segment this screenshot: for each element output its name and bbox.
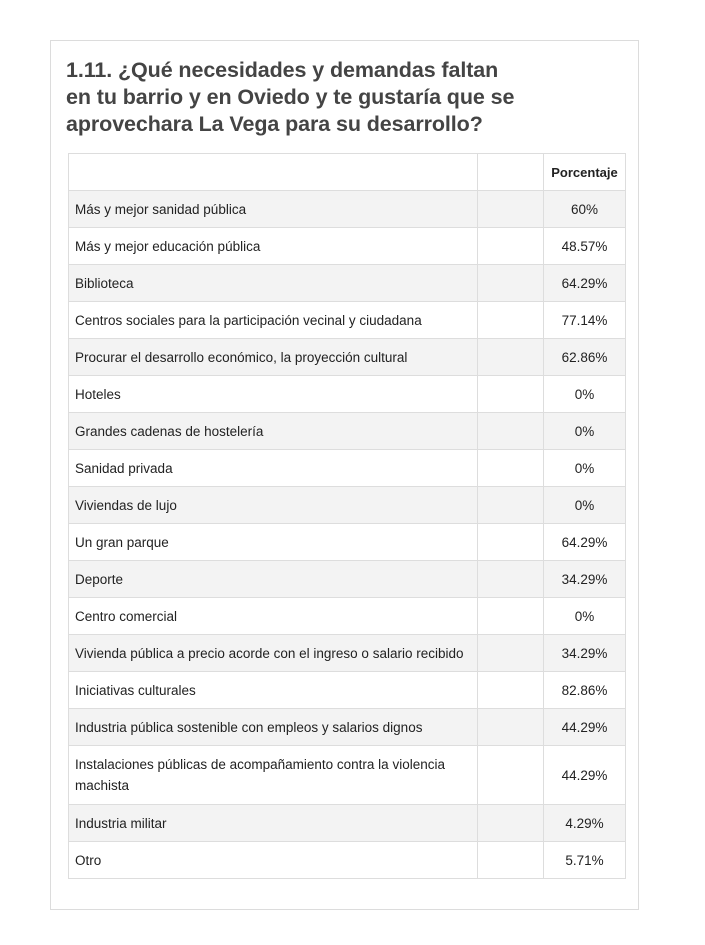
table-row (69, 709, 626, 746)
row-chart-cell (478, 413, 544, 450)
table-row (69, 228, 626, 265)
row-percentage: 82.86% (544, 672, 626, 709)
survey-card (50, 40, 639, 910)
table-header-row (69, 154, 626, 191)
table-row (69, 302, 626, 339)
table-row (69, 339, 626, 376)
row-chart-cell (478, 598, 544, 635)
row-label: Hoteles (69, 376, 478, 413)
row-chart-cell (478, 191, 544, 228)
table-row (69, 524, 626, 561)
row-chart-cell (478, 228, 544, 265)
row-label: Sanidad privada (69, 450, 478, 487)
row-label: Instalaciones públicas de acompañamiento contra la violencia machista (69, 746, 478, 805)
row-label: Más y mejor sanidad pública (69, 191, 478, 228)
row-percentage: 64.29% (544, 265, 626, 302)
row-chart-cell (478, 339, 544, 376)
row-percentage: 60% (544, 191, 626, 228)
results-table (68, 153, 626, 879)
table-row (69, 746, 626, 805)
row-chart-cell (478, 487, 544, 524)
row-chart-cell (478, 805, 544, 842)
row-chart-cell (478, 376, 544, 413)
row-label: Viviendas de lujo (69, 487, 478, 524)
row-chart-cell (478, 709, 544, 746)
row-label: Grandes cadenas de hostelería (69, 413, 478, 450)
row-chart-cell (478, 265, 544, 302)
table-row (69, 487, 626, 524)
row-percentage: 44.29% (544, 746, 626, 805)
row-percentage: 62.86% (544, 339, 626, 376)
row-label: Iniciativas culturales (69, 672, 478, 709)
table-row (69, 450, 626, 487)
table-row (69, 191, 626, 228)
table-row (69, 842, 626, 879)
row-label: Industria militar (69, 805, 478, 842)
row-percentage: 48.57% (544, 228, 626, 265)
table-row (69, 672, 626, 709)
header-percentage: Porcentaje (544, 154, 626, 191)
row-percentage: 0% (544, 376, 626, 413)
row-label: Procurar el desarrollo económico, la proyección cultural (69, 339, 478, 376)
row-chart-cell (478, 842, 544, 879)
row-label: Vivienda pública a precio acorde con el ingreso o salario recibido (69, 635, 478, 672)
row-chart-cell (478, 672, 544, 709)
table-row (69, 635, 626, 672)
row-label: Biblioteca (69, 265, 478, 302)
row-chart-cell (478, 302, 544, 339)
row-chart-cell (478, 524, 544, 561)
row-label: Centro comercial (69, 598, 478, 635)
row-percentage: 0% (544, 450, 626, 487)
table-row (69, 561, 626, 598)
row-chart-cell (478, 561, 544, 598)
question-title: 1.11. ¿Qué necesidades y demandas faltan en tu barrio y en Oviedo y te gustaría que se aprovechara La Vega para su desarrollo? (66, 58, 515, 136)
table-row (69, 376, 626, 413)
table-row (69, 413, 626, 450)
row-percentage: 0% (544, 413, 626, 450)
row-percentage: 64.29% (544, 524, 626, 561)
row-chart-cell (478, 746, 544, 805)
header-chart (478, 154, 544, 191)
row-percentage: 0% (544, 598, 626, 635)
row-label: Industria pública sostenible con empleos y salarios dignos (69, 709, 478, 746)
row-chart-cell (478, 635, 544, 672)
row-percentage: 5.71% (544, 842, 626, 879)
row-percentage: 0% (544, 487, 626, 524)
table-row (69, 598, 626, 635)
row-label: Un gran parque (69, 524, 478, 561)
row-label: Deporte (69, 561, 478, 598)
table-row (69, 805, 626, 842)
row-percentage: 34.29% (544, 635, 626, 672)
row-percentage: 77.14% (544, 302, 626, 339)
row-label: Centros sociales para la participación vecinal y ciudadana (69, 302, 478, 339)
table-row (69, 265, 626, 302)
row-percentage: 44.29% (544, 709, 626, 746)
row-label: Más y mejor educación pública (69, 228, 478, 265)
header-option (69, 154, 478, 191)
row-percentage: 4.29% (544, 805, 626, 842)
row-label: Otro (69, 842, 478, 879)
row-chart-cell (478, 450, 544, 487)
row-percentage: 34.29% (544, 561, 626, 598)
